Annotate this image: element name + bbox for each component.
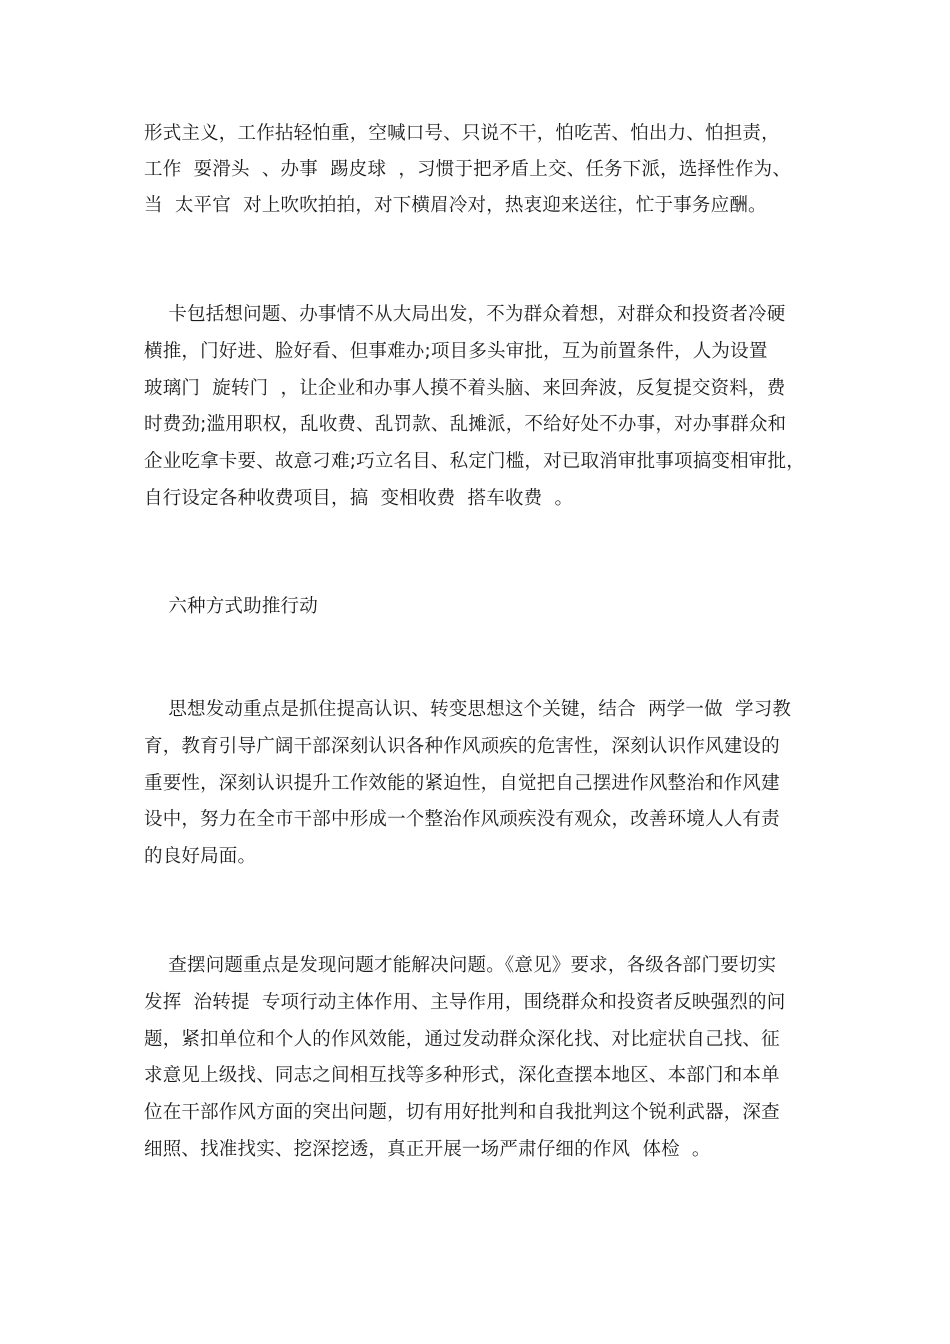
paragraph-3-line-1: 思想发动重点是抓住提高认识、转变思想这个关键，结合 两学一做 学习教 xyxy=(144,699,792,720)
paragraph-2-line-4: 时费劲;滥用职权，乱收费、乱罚款、乱摊派，不给好处不办事，对办事群众和 xyxy=(144,414,787,435)
paragraph-1-line-3: 当 太平官 对上吹吹拍拍，对下横眉冷对，热衷迎来送往，忙于事务应酬。 xyxy=(144,195,767,216)
paragraph-2-line-1: 卡包括想问题、办事情不从大局出发，不为群众着想，对群众和投资者冷硬 xyxy=(144,304,786,325)
paragraph-4-line-4: 求意见上级找、同志之间相互找等多种形式，深化查摆本地区、本部门和本单 xyxy=(144,1065,780,1086)
paragraph-3-line-3: 重要性，深刻认识提升工作效能的紧迫性，自觉把自己摆进作风整治和作风建 xyxy=(144,773,780,794)
paragraph-1-line-2: 工作 耍滑头 、办事 踢皮球 ，习惯于把矛盾上交、任务下派，选择性作为、 xyxy=(144,159,792,180)
paragraph-2-line-6: 自行设定各种收费项目，搞 变相收费 搭车收费 。 xyxy=(144,488,574,509)
paragraph-4-line-6: 细照、找准找实、挖深挖透，真正开展一场严肃仔细的作风 体检 。 xyxy=(144,1139,711,1160)
paragraph-2-line-3: 玻璃门 旋转门 ，让企业和办事人摸不着头脑、来回奔波，反复提交资料，费 xyxy=(144,378,786,399)
paragraph-2-line-5: 企业吃拿卡要、故意刁难;巧立名目、私定门槛，对已取消审批事项搞变相审批， xyxy=(144,451,805,472)
paragraph-2-line-2: 横推，门好进、脸好看、但事难办;项目多头审批，互为前置条件，人为设置 xyxy=(144,341,768,362)
paragraph-4-line-2: 发挥 治转提 专项行动主体作用、主导作用，围绕群众和投资者反映强烈的问 xyxy=(144,992,786,1013)
paragraph-4-line-3: 题，紧扣单位和个人的作风效能，通过发动群众深化找、对比症状自己找、征 xyxy=(144,1029,780,1050)
paragraph-3-line-4: 设中，努力在全市干部中形成一个整治作风顽疾没有观众，改善环境人人有责 xyxy=(144,809,780,830)
paragraph-3-line-2: 育，教育引导广阔干部深刻认识各种作风顽疾的危害性，深刻认识作风建设的 xyxy=(144,736,780,757)
paragraph-3-line-5: 的良好局面。 xyxy=(144,846,257,867)
paragraph-4-line-5: 位在干部作风方面的突出问题，切有用好批判和自我批判这个锐利武器，深查 xyxy=(144,1102,780,1123)
paragraph-4-line-1: 查摆问题重点是发现问题才能解决问题。《意见》要求，各级各部门要切实 xyxy=(144,955,777,976)
section-heading: 六种方式助推行动 xyxy=(144,596,318,617)
paragraph-1-line-1: 形式主义，工作拈轻怕重，空喊口号、只说不干，怕吃苦、怕出力、怕担责， xyxy=(144,123,780,144)
